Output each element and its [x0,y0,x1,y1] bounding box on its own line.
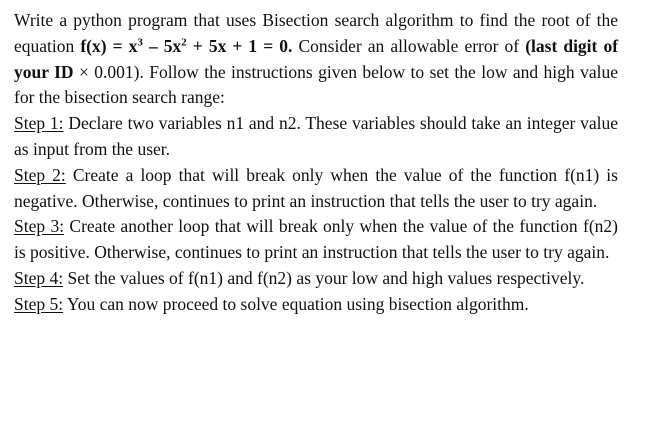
step-3 [14,214,618,266]
step-1-text: Declare two variables n1 and n2. These variables should take an integer value as input from the user. [14,113,619,159]
step-3-text: Create another loop that will break only when the value of the function f(n2) is positive. Otherwise, continues to print an instruction that tells the user to try again. [14,216,618,263]
step-2-label: Step 2: [14,164,66,185]
step-5-label: Step 5: [14,293,64,314]
step-2-text: Create a loop that will break only when the value of the function f(n1) is negative. Otherwise, continues to print an instruction that tells the user to try again. [14,164,618,211]
step-5-text: You can now proceed to solve equation using bisection algorithm. [63,293,529,314]
intro-text-mid: Consider an allowable error of [292,35,526,56]
step-1-label: Step 1: [14,113,64,134]
step-3-label: Step 3: [14,216,65,237]
step-2 [14,163,618,215]
step-5 [14,292,618,318]
step-4 [14,266,618,292]
step-4-text: Set the values of f(n1) and f(n2) as your low and high values respectively. [63,267,585,288]
intro-text-start: Write a python program that uses Bisection search algorithm to find the root of the equation [14,10,618,56]
intro-paragraph [14,8,618,111]
intro-text-end: × 0.001). Follow the instructions given below to set the low and high value for the bisection search range: [14,61,618,108]
error-term: (last digit of your ID [14,35,619,82]
step-1 [14,111,618,163]
equation: $f(x) = x^3 - 5x^2 + 5x + 1 = 0$. [80,35,293,56]
assignment-text [14,8,618,318]
step-4-label: Step 4: [14,267,64,288]
